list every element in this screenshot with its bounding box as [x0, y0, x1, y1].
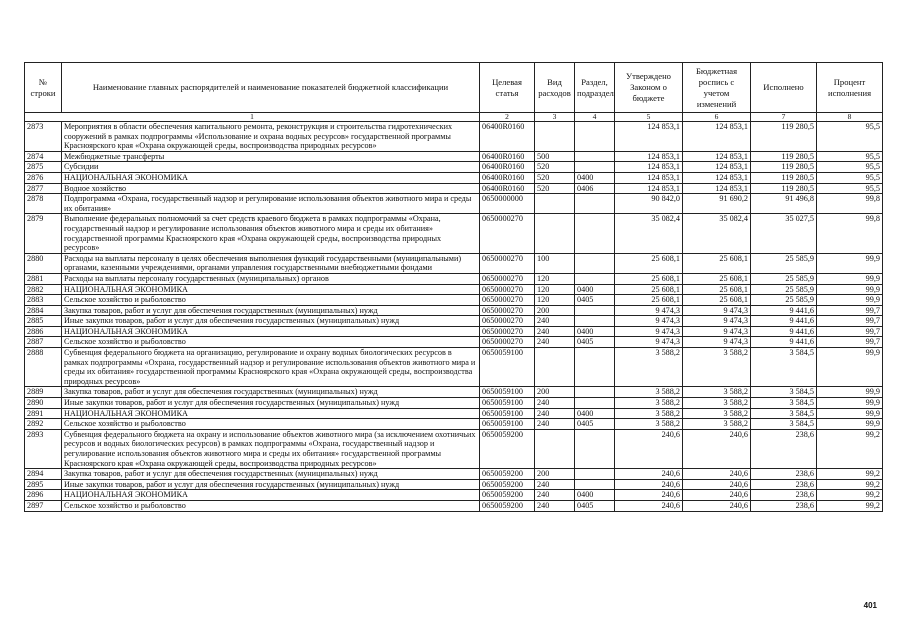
section-cell [575, 479, 615, 490]
section-cell [575, 253, 615, 273]
row-name-cell: НАЦИОНАЛЬНАЯ ЭКОНОМИКА [62, 284, 480, 295]
target-article-cell: 0650059200 [480, 479, 535, 490]
column-number-5: 5 [615, 113, 683, 122]
budget-schedule-cell: 9 474,3 [683, 326, 751, 337]
target-article-cell: 0650000270 [480, 295, 535, 306]
table-row [25, 469, 883, 480]
row-number-cell: 2890 [25, 398, 62, 409]
header-target-article: Целевая статья [480, 63, 535, 113]
row-number-cell: 2884 [25, 305, 62, 316]
budget-schedule-cell: 3 588,2 [683, 348, 751, 387]
row-name-cell: Иные закупки товаров, работ и услуг для обеспечения государственных (муниципальных) нужд [62, 479, 480, 490]
column-number-4: 4 [575, 113, 615, 122]
target-article-cell: 06400R0160 [480, 162, 535, 173]
percent-cell: 99,2 [817, 429, 883, 468]
header-budget-schedule: Бюджетная роспись с учетом изменений [683, 63, 751, 113]
target-article-cell: 0650059100 [480, 348, 535, 387]
section-cell [575, 273, 615, 284]
row-name-cell: НАЦИОНАЛЬНАЯ ЭКОНОМИКА [62, 326, 480, 337]
expense-type-cell: 240 [535, 500, 575, 511]
approved-cell: 9 474,3 [615, 326, 683, 337]
percent-cell: 99,9 [817, 419, 883, 430]
table-row [25, 162, 883, 173]
row-number-cell: 2874 [25, 151, 62, 162]
target-article-cell: 0650059200 [480, 469, 535, 480]
budget-schedule-cell: 240,6 [683, 500, 751, 511]
section-cell: 0405 [575, 500, 615, 511]
budget-schedule-cell: 3 588,2 [683, 398, 751, 409]
section-cell [575, 122, 615, 152]
section-cell [575, 316, 615, 327]
table-body [25, 122, 883, 512]
row-name-cell: Сельское хозяйство и рыболовство [62, 337, 480, 348]
percent-cell: 99,2 [817, 500, 883, 511]
column-number-row [25, 113, 883, 122]
column-number-1: 1 [25, 113, 480, 122]
executed-cell: 25 585,9 [751, 253, 817, 273]
table-row [25, 122, 883, 152]
row-number-cell: 2897 [25, 500, 62, 511]
row-number-cell: 2887 [25, 337, 62, 348]
target-article-cell: 0650000270 [480, 316, 535, 327]
target-article-cell: 0650000270 [480, 326, 535, 337]
expense-type-cell: 240 [535, 490, 575, 501]
budget-execution-table [24, 62, 883, 512]
approved-cell: 9 474,3 [615, 337, 683, 348]
approved-cell: 124 853,1 [615, 183, 683, 194]
section-cell [575, 469, 615, 480]
percent-cell: 95,5 [817, 172, 883, 183]
budget-schedule-cell: 3 588,2 [683, 387, 751, 398]
row-number-cell: 2888 [25, 348, 62, 387]
row-number-cell: 2889 [25, 387, 62, 398]
row-number-cell: 2886 [25, 326, 62, 337]
percent-cell: 99,8 [817, 214, 883, 253]
percent-cell: 95,5 [817, 162, 883, 173]
column-number-8: 8 [817, 113, 883, 122]
executed-cell: 238,6 [751, 500, 817, 511]
page-number: 401 [863, 601, 877, 610]
budget-schedule-cell: 240,6 [683, 490, 751, 501]
percent-cell: 95,5 [817, 151, 883, 162]
row-number-cell: 2880 [25, 253, 62, 273]
header-section: Раздел, подраздел [575, 63, 615, 113]
budget-schedule-cell: 25 608,1 [683, 295, 751, 306]
target-article-cell: 0650059200 [480, 500, 535, 511]
table-row [25, 398, 883, 409]
expense-type-cell: 240 [535, 337, 575, 348]
section-cell: 0406 [575, 183, 615, 194]
budget-schedule-cell: 124 853,1 [683, 183, 751, 194]
target-article-cell: 0650059100 [480, 398, 535, 409]
section-cell: 0405 [575, 295, 615, 306]
table-row [25, 284, 883, 295]
approved-cell: 240,6 [615, 429, 683, 468]
row-name-cell: Межбюджетные трансферты [62, 151, 480, 162]
column-number-2: 2 [480, 113, 535, 122]
executed-cell: 35 027,5 [751, 214, 817, 253]
budget-schedule-cell: 25 608,1 [683, 284, 751, 295]
budget-schedule-cell: 124 853,1 [683, 172, 751, 183]
percent-cell: 99,7 [817, 305, 883, 316]
target-article-cell: 06400R0160 [480, 122, 535, 152]
approved-cell: 25 608,1 [615, 284, 683, 295]
executed-cell: 119 280,5 [751, 172, 817, 183]
row-number-cell: 2882 [25, 284, 62, 295]
table-row [25, 408, 883, 419]
row-number-cell: 2877 [25, 183, 62, 194]
budget-schedule-cell: 240,6 [683, 469, 751, 480]
approved-cell: 124 853,1 [615, 122, 683, 152]
expense-type-cell: 240 [535, 479, 575, 490]
table-row [25, 316, 883, 327]
budget-schedule-cell: 9 474,3 [683, 316, 751, 327]
budget-schedule-cell: 124 853,1 [683, 151, 751, 162]
approved-cell: 3 588,2 [615, 348, 683, 387]
target-article-cell: 0650000270 [480, 214, 535, 253]
approved-cell: 35 082,4 [615, 214, 683, 253]
table-row [25, 479, 883, 490]
expense-type-cell: 120 [535, 284, 575, 295]
section-cell: 0400 [575, 490, 615, 501]
section-cell: 0405 [575, 337, 615, 348]
executed-cell: 119 280,5 [751, 162, 817, 173]
section-cell: 0400 [575, 326, 615, 337]
budget-schedule-cell: 35 082,4 [683, 214, 751, 253]
table-row [25, 387, 883, 398]
budget-schedule-cell: 240,6 [683, 479, 751, 490]
header-executed: Исполнено [751, 63, 817, 113]
table-row [25, 490, 883, 501]
section-cell [575, 398, 615, 409]
table-row [25, 429, 883, 468]
executed-cell: 3 584,5 [751, 348, 817, 387]
table-row [25, 253, 883, 273]
executed-cell: 119 280,5 [751, 183, 817, 194]
section-cell [575, 429, 615, 468]
table-row [25, 295, 883, 306]
section-cell: 0400 [575, 172, 615, 183]
expense-type-cell: 200 [535, 387, 575, 398]
expense-type-cell: 240 [535, 408, 575, 419]
percent-cell: 99,9 [817, 348, 883, 387]
approved-cell: 240,6 [615, 490, 683, 501]
section-cell: 0405 [575, 419, 615, 430]
expense-type-cell: 120 [535, 295, 575, 306]
approved-cell: 3 588,2 [615, 398, 683, 409]
target-article-cell: 06400R0160 [480, 183, 535, 194]
header-approved: Утверждено Законом о бюджете [615, 63, 683, 113]
section-cell [575, 162, 615, 173]
budget-schedule-cell: 9 474,3 [683, 337, 751, 348]
row-name-cell: Расходы на выплаты персоналу государственных (муниципальных) органов [62, 273, 480, 284]
expense-type-cell: 520 [535, 183, 575, 194]
row-name-cell: Закупка товаров, работ и услуг для обеспечения государственных (муниципальных) нужд [62, 469, 480, 480]
percent-cell: 99,9 [817, 295, 883, 306]
executed-cell: 9 441,6 [751, 305, 817, 316]
executed-cell: 3 584,5 [751, 408, 817, 419]
percent-cell: 99,7 [817, 326, 883, 337]
header-row [25, 63, 883, 113]
row-name-cell: Подпрограмма «Охрана, государственный надзор и регулирование использования объектов животного мира и среды их обитания» [62, 194, 480, 214]
section-cell [575, 348, 615, 387]
budget-schedule-cell: 25 608,1 [683, 253, 751, 273]
header-expense-type: Вид расходов [535, 63, 575, 113]
row-name-cell: Субвенция федерального бюджета на охрану и использование объектов животного мира (за исключением охотничьих ресурсов и водных биологических ресурсов) в рамках подпрограммы «Охрана, государственный надзор и регулирование использования объектов животного мира и среды их обитания» государственной программы Красноярского края «Охрана окружающей среды, воспроизводства природных ресурсов» [62, 429, 480, 468]
row-name-cell: Закупка товаров, работ и услуг для обеспечения государственных (муниципальных) нужд [62, 387, 480, 398]
target-article-cell: 0650000270 [480, 337, 535, 348]
percent-cell: 99,7 [817, 316, 883, 327]
row-name-cell: Сельское хозяйство и рыболовство [62, 295, 480, 306]
table-row [25, 183, 883, 194]
table-row [25, 305, 883, 316]
target-article-cell: 0650059100 [480, 419, 535, 430]
percent-cell: 99,7 [817, 337, 883, 348]
expense-type-cell: 100 [535, 253, 575, 273]
target-article-cell: 0650000000 [480, 194, 535, 214]
approved-cell: 124 853,1 [615, 151, 683, 162]
section-cell: 0400 [575, 408, 615, 419]
row-name-cell: Мероприятия в области обеспечения капитального ремонта, реконструкция и строительства гидротехнических сооружений в рамках подпрограммы «Использование и охрана водных ресурсов» государственной программы Красноярского края «Охрана окружающей среды, воспроизводства природных ресурсов» [62, 122, 480, 152]
target-article-cell: 0650000270 [480, 305, 535, 316]
approved-cell: 3 588,2 [615, 419, 683, 430]
percent-cell: 99,9 [817, 253, 883, 273]
percent-cell: 99,9 [817, 273, 883, 284]
target-article-cell: 0650000270 [480, 284, 535, 295]
executed-cell: 238,6 [751, 429, 817, 468]
percent-cell: 99,2 [817, 479, 883, 490]
target-article-cell: 0650059100 [480, 387, 535, 398]
table-row [25, 500, 883, 511]
header-percent: Процент исполнения [817, 63, 883, 113]
budget-schedule-cell: 124 853,1 [683, 162, 751, 173]
expense-type-cell [535, 214, 575, 253]
row-name-cell: НАЦИОНАЛЬНАЯ ЭКОНОМИКА [62, 490, 480, 501]
target-article-cell: 0650059100 [480, 408, 535, 419]
approved-cell: 240,6 [615, 479, 683, 490]
executed-cell: 238,6 [751, 469, 817, 480]
executed-cell: 119 280,5 [751, 151, 817, 162]
expense-type-cell: 240 [535, 316, 575, 327]
executed-cell: 119 280,5 [751, 122, 817, 152]
expense-type-cell: 520 [535, 172, 575, 183]
executed-cell: 9 441,6 [751, 326, 817, 337]
table-row [25, 326, 883, 337]
expense-type-cell: 240 [535, 398, 575, 409]
table-row [25, 419, 883, 430]
percent-cell: 99,9 [817, 284, 883, 295]
approved-cell: 124 853,1 [615, 172, 683, 183]
approved-cell: 124 853,1 [615, 162, 683, 173]
row-number-cell: 2879 [25, 214, 62, 253]
executed-cell: 9 441,6 [751, 337, 817, 348]
row-name-cell: Закупка товаров, работ и услуг для обеспечения государственных (муниципальных) нужд [62, 305, 480, 316]
budget-schedule-cell: 91 690,2 [683, 194, 751, 214]
row-number-cell: 2885 [25, 316, 62, 327]
row-name-cell: НАЦИОНАЛЬНАЯ ЭКОНОМИКА [62, 172, 480, 183]
column-number-3: 3 [535, 113, 575, 122]
section-cell [575, 194, 615, 214]
expense-type-cell [535, 122, 575, 152]
percent-cell: 99,9 [817, 408, 883, 419]
row-number-cell: 2873 [25, 122, 62, 152]
percent-cell: 99,9 [817, 398, 883, 409]
table-row [25, 172, 883, 183]
expense-type-cell: 240 [535, 326, 575, 337]
target-article-cell: 06400R0160 [480, 151, 535, 162]
table-row [25, 348, 883, 387]
executed-cell: 3 584,5 [751, 398, 817, 409]
section-cell [575, 214, 615, 253]
target-article-cell: 0650000270 [480, 253, 535, 273]
executed-cell: 3 584,5 [751, 419, 817, 430]
budget-schedule-cell: 3 588,2 [683, 419, 751, 430]
budget-schedule-cell: 240,6 [683, 429, 751, 468]
percent-cell: 99,2 [817, 469, 883, 480]
approved-cell: 90 842,0 [615, 194, 683, 214]
percent-cell: 99,8 [817, 194, 883, 214]
percent-cell: 99,2 [817, 490, 883, 501]
row-number-cell: 2896 [25, 490, 62, 501]
target-article-cell: 0650059200 [480, 490, 535, 501]
budget-schedule-cell: 124 853,1 [683, 122, 751, 152]
budget-schedule-cell: 25 608,1 [683, 273, 751, 284]
row-number-cell: 2893 [25, 429, 62, 468]
row-name-cell: НАЦИОНАЛЬНАЯ ЭКОНОМИКА [62, 408, 480, 419]
executed-cell: 25 585,9 [751, 273, 817, 284]
table-row [25, 194, 883, 214]
approved-cell: 9 474,3 [615, 305, 683, 316]
executed-cell: 91 496,8 [751, 194, 817, 214]
executed-cell: 238,6 [751, 490, 817, 501]
approved-cell: 9 474,3 [615, 316, 683, 327]
row-name-cell: Субвенция федерального бюджета на организацию, регулирование и охрану водных биологических ресурсов в рамках подпрограммы «Охрана, государственный надзор и регулирование использования объектов животного мира и среды их обитания» государственной программы Красноярского края «Охрана окружающей среды, воспроизводства природных ресурсов» [62, 348, 480, 387]
approved-cell: 3 588,2 [615, 408, 683, 419]
expense-type-cell: 200 [535, 305, 575, 316]
section-cell [575, 151, 615, 162]
row-number-cell: 2875 [25, 162, 62, 173]
percent-cell: 99,9 [817, 387, 883, 398]
table-row [25, 337, 883, 348]
row-name-cell: Сельское хозяйство и рыболовство [62, 500, 480, 511]
executed-cell: 25 585,9 [751, 295, 817, 306]
row-number-cell: 2892 [25, 419, 62, 430]
row-number-cell: 2881 [25, 273, 62, 284]
expense-type-cell [535, 429, 575, 468]
executed-cell: 9 441,6 [751, 316, 817, 327]
executed-cell: 238,6 [751, 479, 817, 490]
expense-type-cell: 240 [535, 419, 575, 430]
row-name-cell: Иные закупки товаров, работ и услуг для обеспечения государственных (муниципальных) нужд [62, 398, 480, 409]
row-name-cell: Сельское хозяйство и рыболовство [62, 419, 480, 430]
approved-cell: 240,6 [615, 500, 683, 511]
row-name-cell: Водное хозяйство [62, 183, 480, 194]
approved-cell: 25 608,1 [615, 273, 683, 284]
budget-schedule-cell: 9 474,3 [683, 305, 751, 316]
approved-cell: 25 608,1 [615, 295, 683, 306]
target-article-cell: 06400R0160 [480, 172, 535, 183]
row-name-cell: Иные закупки товаров, работ и услуг для обеспечения государственных (муниципальных) нужд [62, 316, 480, 327]
target-article-cell: 0650059200 [480, 429, 535, 468]
header-name: Наименование главных распорядителей и наименование показателей бюджетной классификации [62, 63, 480, 113]
row-number-cell: 2891 [25, 408, 62, 419]
approved-cell: 25 608,1 [615, 253, 683, 273]
expense-type-cell: 120 [535, 273, 575, 284]
row-name-cell: Выполнение федеральных полномочий за счет средств краевого бюджета в рамках подпрограммы «Охрана, государственный надзор и регулирование использования объектов животного мира и среды их обитания» государственной программы Красноярского края «Охрана окружающей среды, воспроизводства природных ресурсов» [62, 214, 480, 253]
row-number-cell: 2876 [25, 172, 62, 183]
row-number-cell: 2894 [25, 469, 62, 480]
expense-type-cell: 200 [535, 469, 575, 480]
expense-type-cell: 520 [535, 162, 575, 173]
percent-cell: 95,5 [817, 122, 883, 152]
row-name-cell: Субсидии [62, 162, 480, 173]
table-row [25, 151, 883, 162]
row-number-cell: 2878 [25, 194, 62, 214]
expense-type-cell: 500 [535, 151, 575, 162]
section-cell [575, 305, 615, 316]
row-number-cell: 2895 [25, 479, 62, 490]
approved-cell: 3 588,2 [615, 387, 683, 398]
column-number-7: 7 [751, 113, 817, 122]
approved-cell: 240,6 [615, 469, 683, 480]
table-row [25, 273, 883, 284]
budget-schedule-cell: 3 588,2 [683, 408, 751, 419]
expense-type-cell [535, 348, 575, 387]
executed-cell: 3 584,5 [751, 387, 817, 398]
expense-type-cell [535, 194, 575, 214]
percent-cell: 95,5 [817, 183, 883, 194]
target-article-cell: 0650000270 [480, 273, 535, 284]
row-number-cell: 2883 [25, 295, 62, 306]
table-row [25, 214, 883, 253]
column-number-6: 6 [683, 113, 751, 122]
executed-cell: 25 585,9 [751, 284, 817, 295]
row-name-cell: Расходы на выплаты персоналу в целях обеспечения выполнения функций государственными (муниципальными) органами, казенными учреждениями, органами управления государственными внебюджетными фондами [62, 253, 480, 273]
section-cell [575, 387, 615, 398]
section-cell: 0400 [575, 284, 615, 295]
header-row-number: № строки [25, 63, 62, 113]
